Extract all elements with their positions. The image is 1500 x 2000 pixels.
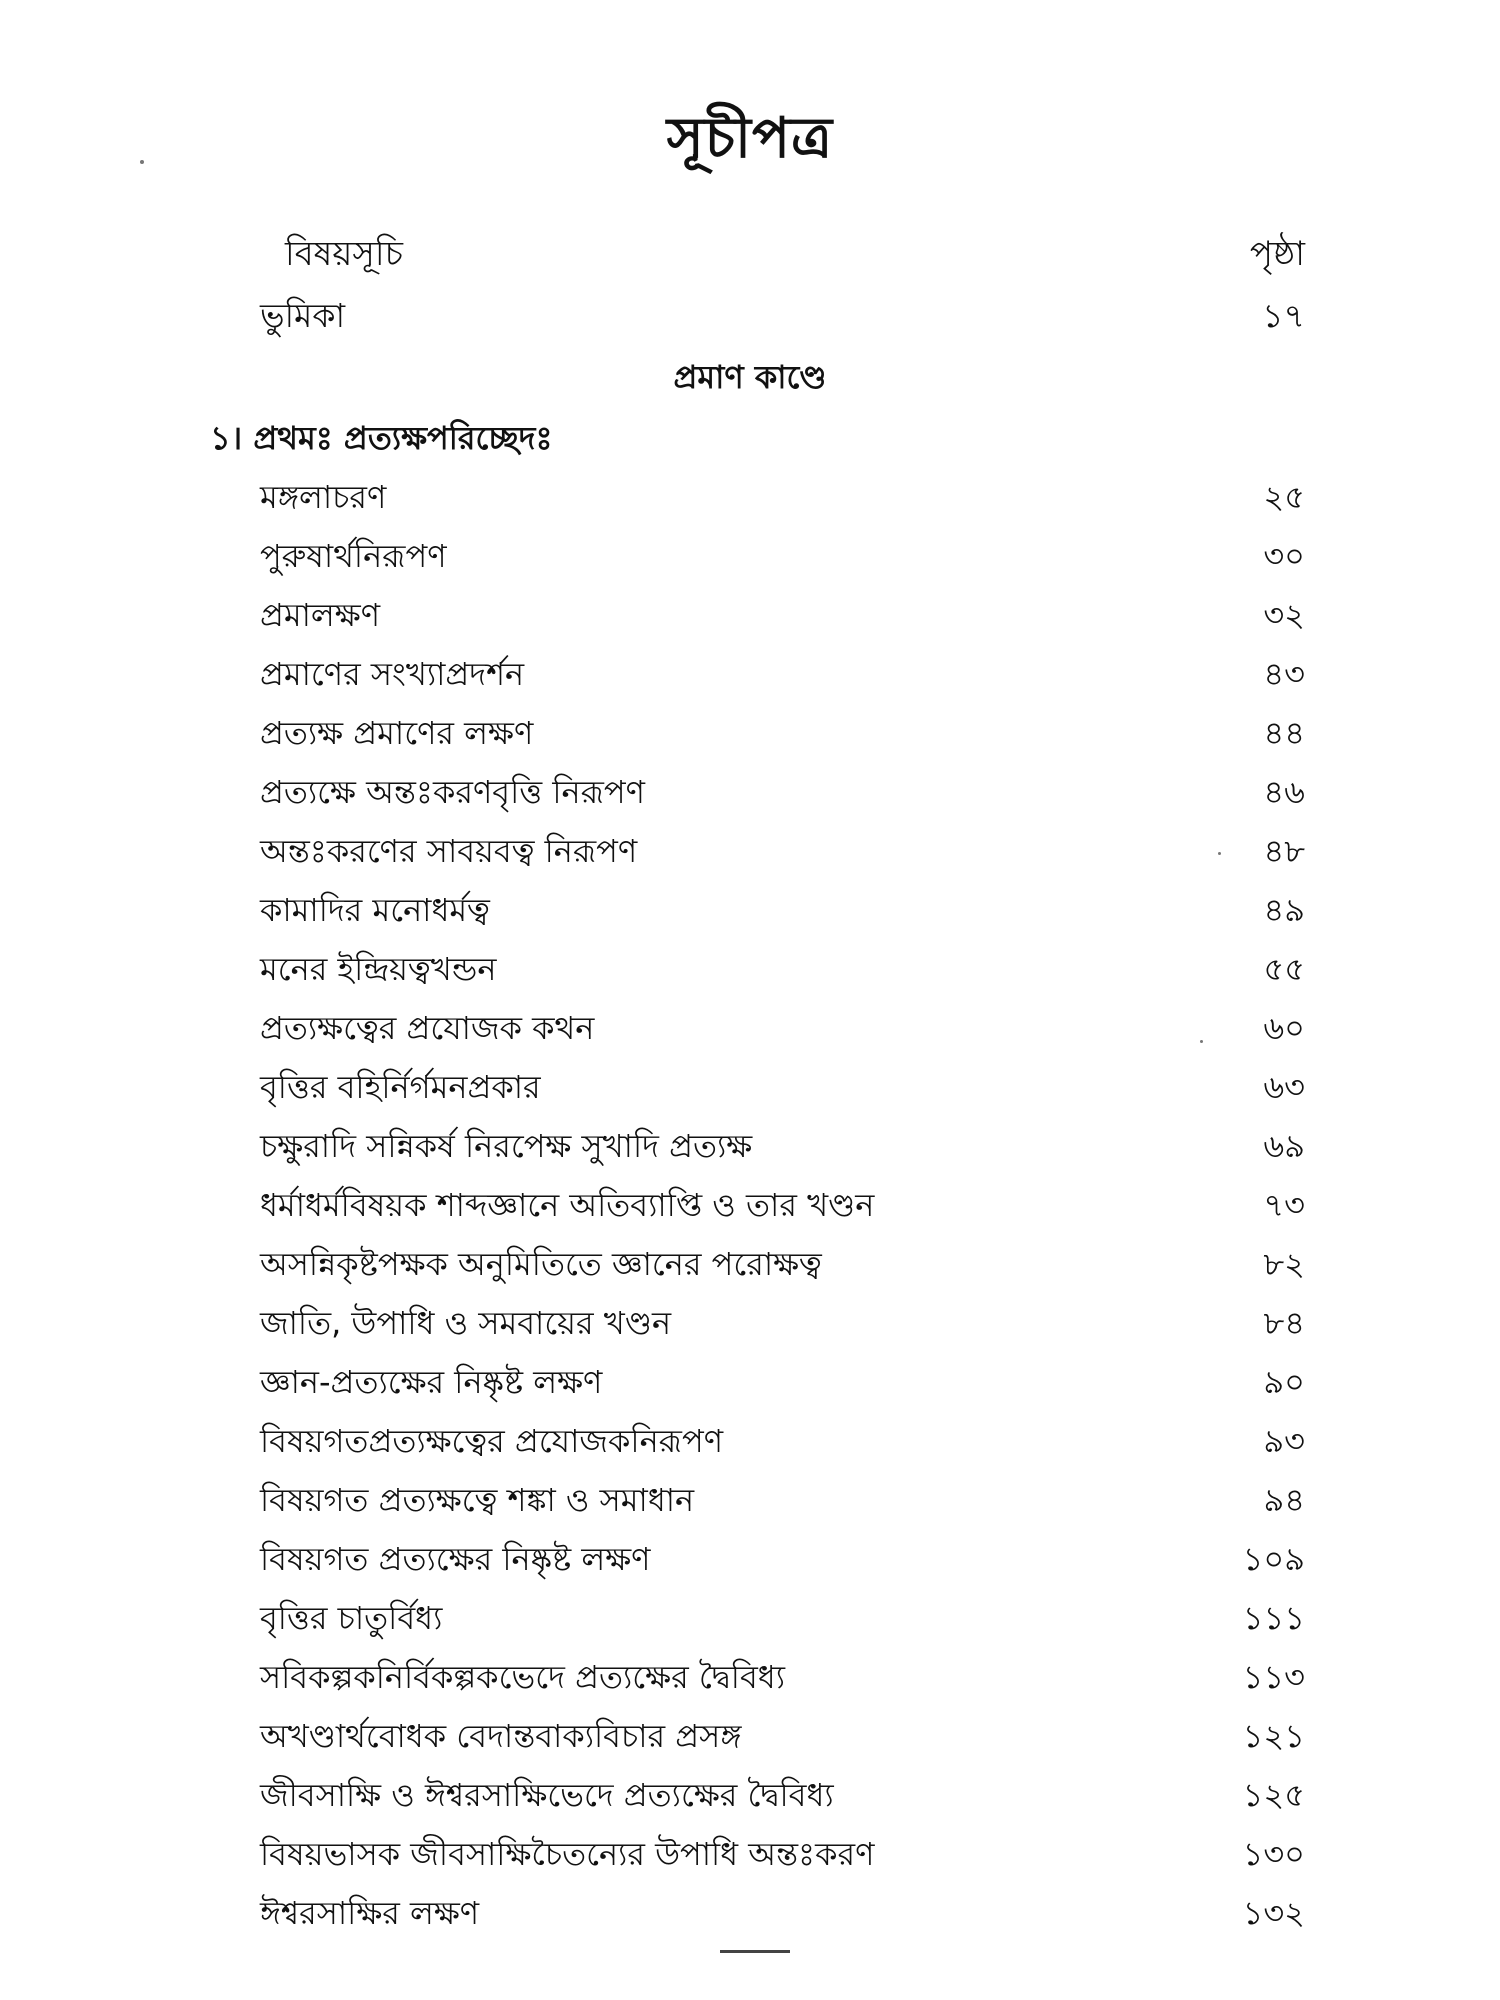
entry-page-number: ৯০ [1263, 1363, 1305, 1401]
toc-entry [260, 1884, 1305, 1943]
entry-page-number: ৪৪ [1263, 714, 1305, 752]
toc-entry [260, 822, 1305, 881]
entry-title: বিষয়ভাসক জীবসাক্ষিচৈতন্যের উপাধি অন্তঃকরণ [260, 1835, 875, 1873]
chapter-heading: ১। প্রথমঃ প্রত্যক্ষপরিচ্ছেদঃ [210, 419, 553, 457]
entry-page-number: ১১১ [1242, 1599, 1305, 1637]
entry-page-number: ৯৩ [1263, 1422, 1305, 1460]
entry-page-number: ৬৯ [1263, 1127, 1305, 1165]
entry-title: ভুমিকা [260, 296, 346, 335]
entry-page-number: ৮২ [1263, 1245, 1305, 1283]
entry-title: বৃত্তির চাতুর্বিধ্য [260, 1599, 443, 1637]
entry-page-number: ৩০ [1263, 537, 1305, 575]
entry-title: বৃত্তির বহির্নির্গমনপ্রকার [260, 1068, 541, 1106]
entry-title: বিষয়গত প্রত্যক্ষের নিষ্কৃষ্ট লক্ষণ [260, 1540, 651, 1578]
entry-title: প্রমালক্ষণ [260, 596, 381, 634]
entry-page-number: ১০৯ [1242, 1540, 1305, 1578]
section-heading: প্রমাণ কাণ্ডে [673, 358, 827, 396]
entry-page-number: ১৩০ [1242, 1835, 1305, 1873]
entry-title: প্রত্যক্ষ প্রমাণের লক্ষণ [260, 714, 534, 752]
entry-page-number: ৬৩ [1263, 1068, 1305, 1106]
toc-entry [260, 940, 1305, 999]
toc-entry-intro [260, 290, 1305, 350]
entry-title: প্রত্যক্ষে অন্তঃকরণবৃত্তি নিরূপণ [260, 773, 645, 811]
toc-header [285, 228, 1305, 288]
toc-entry [260, 1707, 1305, 1766]
toc-entry [260, 1471, 1305, 1530]
entry-page-number: ৬০ [1263, 1009, 1305, 1047]
entry-page-number: ৩২ [1263, 596, 1305, 634]
entry-page-number: ৭৩ [1263, 1186, 1305, 1224]
entry-title: ধর্মাধর্মবিষয়ক শাব্দজ্ঞানে অতিব্যাপ্তি ও তার খণ্ডন [260, 1186, 875, 1224]
toc-entry-list [260, 468, 1305, 1943]
entry-page-number: ৯৪ [1263, 1481, 1305, 1519]
entry-title: প্রমাণের সংখ্যাপ্রদর্শন [260, 655, 525, 693]
entry-page-number: ৪৯ [1263, 891, 1305, 929]
toc-entry [260, 1825, 1305, 1884]
entry-title: বিষয়গত প্রত্যক্ষত্বে শঙ্কা ও সমাধান [260, 1481, 695, 1519]
entry-title: জীবসাক্ষি ও ঈশ্বরসাক্ষিভেদে প্রত্যক্ষের দ্বৈবিধ্য [260, 1776, 834, 1814]
toc-entry [260, 1412, 1305, 1471]
page-title: সূচীপত্র [666, 106, 834, 171]
entry-page-number: ১২৫ [1242, 1776, 1305, 1814]
entry-title: বিষয়গতপ্রত্যক্ষত্বের প্রযোজকনিরূপণ [260, 1422, 724, 1460]
entry-title: পুরুষার্থনিরূপণ [260, 537, 447, 575]
toc-entry [260, 1766, 1305, 1825]
toc-entry [260, 1235, 1305, 1294]
entry-page-number: ৪৬ [1263, 773, 1305, 811]
subject-column-label: বিষয়সূচি [285, 234, 403, 274]
entry-page-number: ২৫ [1263, 478, 1305, 516]
print-speck [1200, 1040, 1203, 1043]
entry-title: অখণ্ডার্থবোধক বেদান্তবাক্যবিচার প্রসঙ্গ [260, 1717, 742, 1755]
entry-title: অন্তঃকরণের সাবয়বত্ব নিরূপণ [260, 832, 638, 870]
toc-entry [260, 1589, 1305, 1648]
toc-entry [260, 468, 1305, 527]
entry-page-number: ৪৮ [1263, 832, 1305, 870]
entry-title: অসন্নিকৃষ্টপক্ষক অনুমিতিতে জ্ঞানের পরোক্ষত্ব [260, 1245, 822, 1283]
toc-entry [260, 1058, 1305, 1117]
entry-title: সবিকল্পকনির্বিকল্পকভেদে প্রত্যক্ষের দ্বৈবিধ্য [260, 1658, 785, 1696]
print-speck [1218, 852, 1221, 855]
toc-entry [260, 704, 1305, 763]
toc-entry [260, 881, 1305, 940]
entry-title: কামাদির মনোধর্মত্ব [260, 891, 490, 929]
entry-page-number: ৫৫ [1263, 950, 1305, 988]
entry-page-number: ৪৩ [1263, 655, 1305, 693]
entry-title: চক্ষুরাদি সন্নিকর্ষ নিরপেক্ষ সুখাদি প্রত্যক্ষ [260, 1127, 753, 1165]
toc-entry [260, 1117, 1305, 1176]
entry-title: ঈশ্বরসাক্ষির লক্ষণ [260, 1894, 480, 1932]
print-speck [140, 160, 144, 164]
page-column-label: পৃষ্ঠা [1249, 234, 1305, 274]
toc-entry [260, 1648, 1305, 1707]
toc-entry [260, 1176, 1305, 1235]
entry-page-number: ১৩২ [1242, 1894, 1305, 1932]
toc-entry [260, 586, 1305, 645]
entry-title: মঙ্গলাচরণ [260, 478, 387, 516]
entry-title: মনের ইন্দ্রিয়ত্বখন্ডন [260, 950, 497, 988]
entry-page-number: ১৭ [1262, 296, 1305, 335]
page-footer-mark [720, 1950, 790, 1959]
entry-title: জ্ঞান-প্রত্যক্ষের নিষ্কৃষ্ট লক্ষণ [260, 1363, 603, 1401]
entry-page-number: ৮৪ [1263, 1304, 1305, 1342]
entry-page-number: ১২১ [1242, 1717, 1305, 1755]
toc-entry [260, 1353, 1305, 1412]
toc-entry [260, 527, 1305, 586]
entry-title: প্রত্যক্ষত্বের প্রযোজক কথন [260, 1009, 595, 1047]
entry-page-number: ১১৩ [1242, 1658, 1305, 1696]
entry-title: জাতি, উপাধি ও সমবায়ের খণ্ডন [260, 1304, 672, 1342]
toc-entry [260, 763, 1305, 822]
toc-entry [260, 1294, 1305, 1353]
toc-entry [260, 999, 1305, 1058]
toc-entry [260, 1530, 1305, 1589]
toc-entry [260, 645, 1305, 704]
